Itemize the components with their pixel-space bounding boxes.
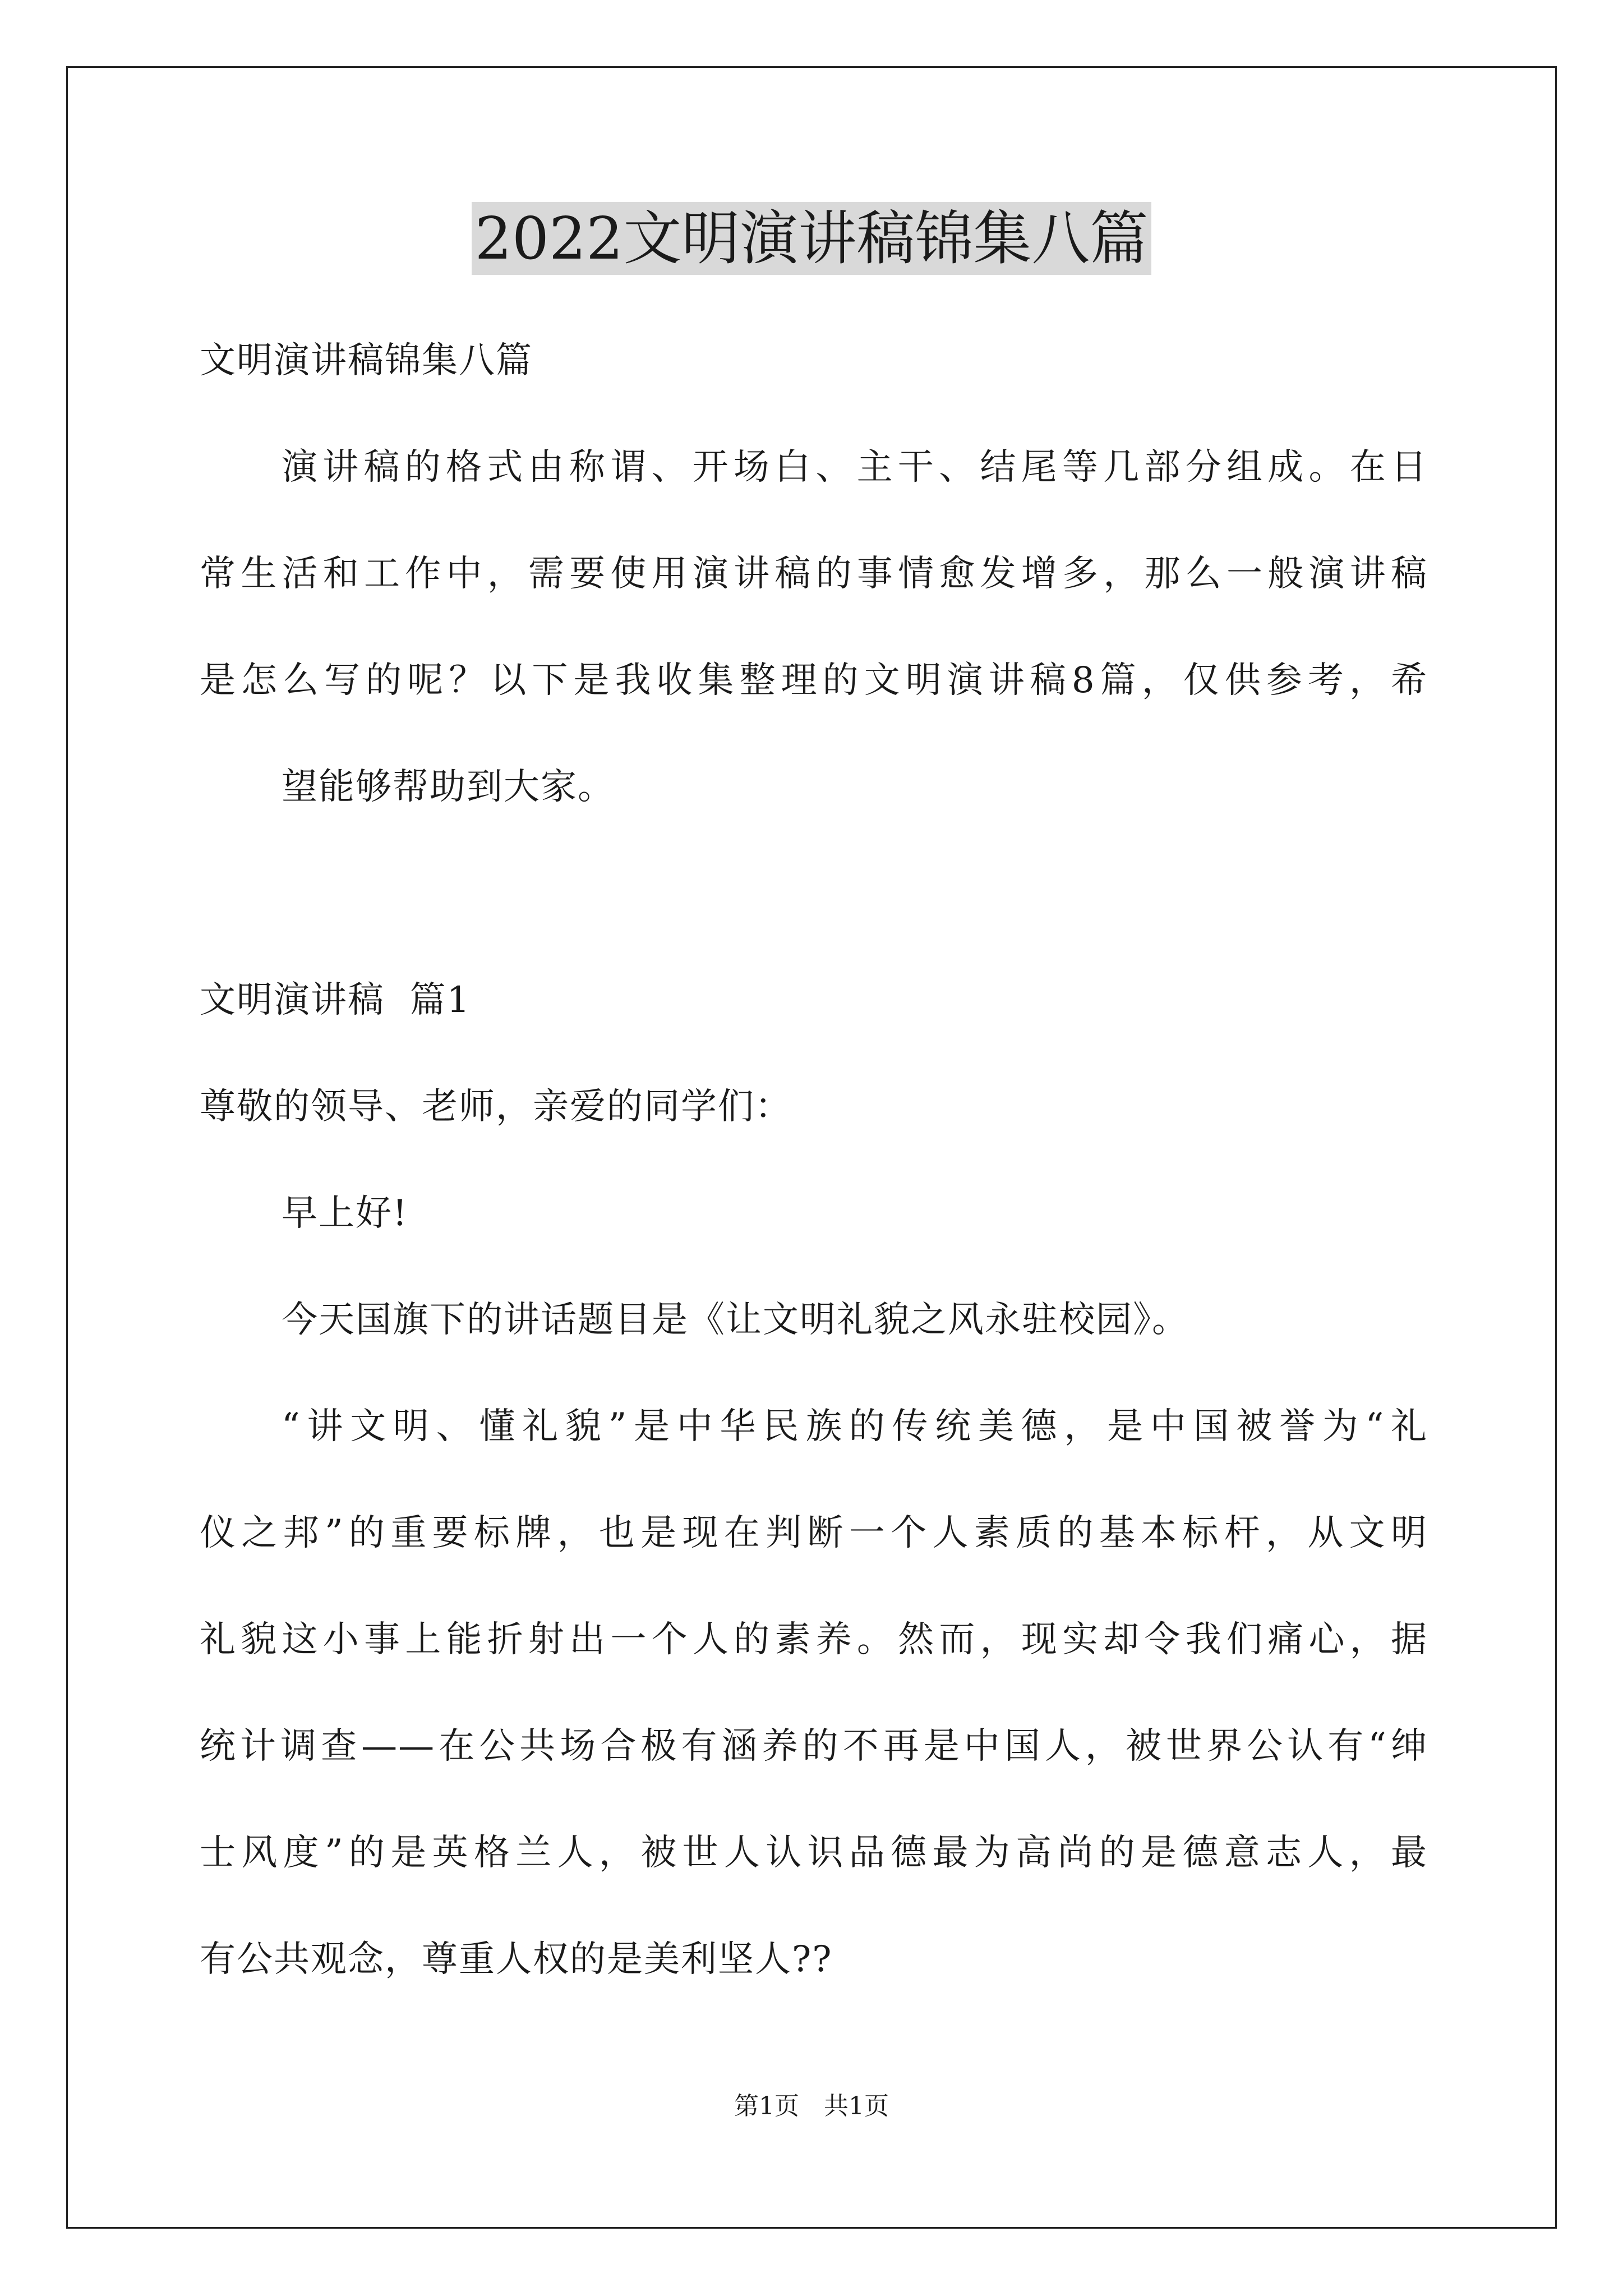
title-container bbox=[0, 202, 1623, 275]
page-footer: 第1页 共1页 bbox=[734, 2092, 889, 2120]
document-subtitle: 文明演讲稿锦集八篇 bbox=[200, 340, 533, 381]
morning-greeting: 早上好! bbox=[282, 1193, 408, 1234]
body-line-1: “讲文明、懂礼貌”是中华民族的传统美德，是中国被誉为“礼 bbox=[282, 1406, 1428, 1447]
body-line-6: 有公共观念，尊重人权的是美利坚人?? bbox=[200, 1939, 833, 1980]
paragraph-gap bbox=[200, 840, 1428, 947]
document-body bbox=[200, 307, 1428, 2013]
document-title: 2022文明演讲稿锦集八篇 bbox=[472, 202, 1152, 275]
body-line-3: 礼貌这小事上能折射出一个人的素养。然而，现实却令我们痛心，据 bbox=[200, 1619, 1428, 1660]
body-line-4: 统计调查——在公共场合极有涵养的不再是中国人，被世界公认有“绅 bbox=[200, 1726, 1428, 1767]
body-line-2: 仪之邦”的重要标牌，也是现在判断一个人素质的基本标杆，从文明 bbox=[200, 1512, 1428, 1554]
intro-line-1: 演讲稿的格式由称谓、开场白、主干、结尾等几部分组成。在日 bbox=[282, 447, 1428, 488]
body-line-5: 士风度”的是英格兰人，被世人认识品德最为高尚的是德意志人，最 bbox=[200, 1832, 1428, 1874]
section-heading: 文明演讲稿 篇1 bbox=[200, 979, 471, 1021]
intro-line-3: 是怎么写的呢？以下是我收集整理的文明演讲稿8篇，仅供参考，希 bbox=[200, 660, 1428, 701]
intro-line-2: 常生活和工作中，需要使用演讲稿的事情愈发增多，那么一般演讲稿 bbox=[200, 553, 1428, 595]
greeting: 尊敬的领导、老师，亲爱的同学们： bbox=[200, 1086, 792, 1128]
intro-line-4: 望能够帮助到大家。 bbox=[282, 766, 615, 808]
speech-topic: 今天国旗下的讲话题目是《让文明礼貌之风永驻校园》。 bbox=[282, 1299, 1189, 1341]
